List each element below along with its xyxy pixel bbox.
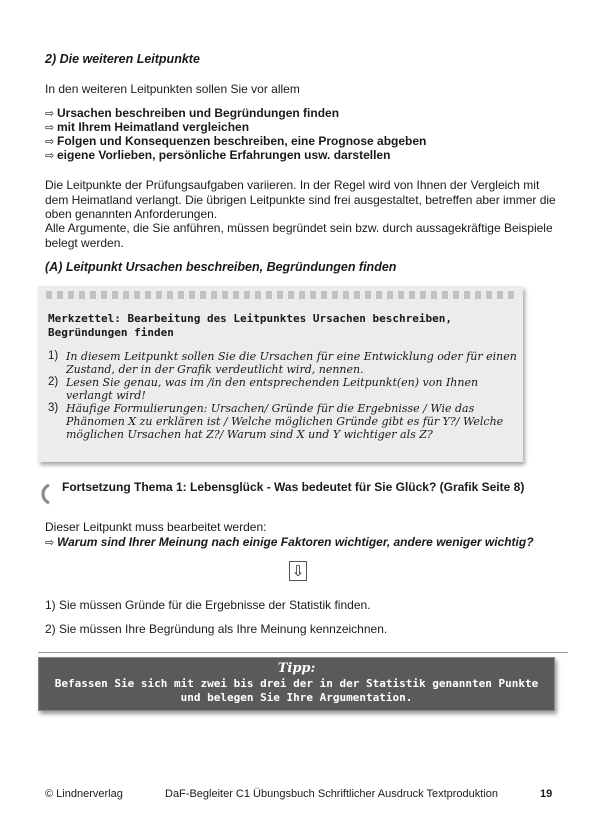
list-item: ⇨ mit Ihrem Heimatland vergleichen bbox=[45, 120, 250, 134]
tip-box bbox=[38, 657, 555, 711]
tip-label: Tipp: bbox=[277, 661, 316, 676]
step-item: 1) Sie müssen Gründe für die Ergebnisse der Statistik finden. bbox=[45, 598, 371, 612]
list-item: ⇨ Folgen und Konsequenzen beschreiben, eine Prognose abgeben bbox=[45, 134, 427, 148]
arrow-right-icon: ⇨ bbox=[45, 150, 55, 162]
paragraph: Die Leitpunkte der Prüfungsaufgaben variieren. In der Regel wird von Ihnen der Vergleich mit dem Heimatland verlangt. Die übrigen Leitpunkte sind frei ausgestaltet, betreffen aber immer die oben genannten Anforderungen. bbox=[45, 178, 556, 221]
arrow-down-icon: ⇩ bbox=[289, 561, 307, 581]
section-heading: 2) Die weiteren Leitpunkte bbox=[45, 52, 200, 66]
divider bbox=[38, 652, 568, 653]
note-title: Merkzettel: Bearbeitung des Leitpunktes Ursachen beschreiben, Begründungen finden bbox=[48, 312, 452, 339]
tip-text: Befassen Sie sich mit zwei bis drei der in der Statistik genannten Punkte und belegen Sie Ihre Argumentation. bbox=[54, 677, 539, 704]
paragraph: Alle Argumente, die Sie anführen, müssen begründet sein bzw. durch aussagekräftige Beispiele belegt werden. bbox=[45, 221, 553, 250]
footer-publisher: © Lindnerverlag bbox=[45, 788, 123, 800]
list-item: 2) Lesen Sie genau, was im /in den entsprechenden Leitpunkt(en) von Ihnen verlangt wird! bbox=[48, 376, 479, 402]
note-binding-decoration bbox=[46, 291, 515, 299]
arrow-right-icon: ⇨ bbox=[45, 136, 55, 148]
intro-text: In den weiteren Leitpunkten sollen Sie vor allem bbox=[45, 82, 300, 96]
list-item: ⇨ Ursachen beschreiben und Begründungen finden bbox=[45, 106, 340, 120]
page-number: 19 bbox=[540, 788, 553, 800]
task-intro: Dieser Leitpunkt muss bearbeitet werden: bbox=[45, 520, 267, 534]
list-item: 1) In diesem Leitpunkt sollen Sie die Ursachen für eine Entwicklung oder für einen Zustand, der in der Grafik verdeutlicht wird, nennen. bbox=[48, 350, 517, 376]
arrow-right-icon: ⇨ bbox=[45, 122, 55, 134]
subheading: (A) Leitpunkt Ursachen beschreiben, Begründungen finden bbox=[45, 260, 397, 274]
continuation-title: Fortsetzung Thema 1: Lebensglück - Was bedeutet für Sie Glück? (Grafik Seite 8) bbox=[62, 480, 525, 494]
task-question: ⇨ Warum sind Ihrer Meinung nach einige Faktoren wichtiger, andere weniger wichtig? bbox=[45, 535, 534, 549]
list-item: 3) Häufige Formulierungen: Ursachen/ Gründe für die Ergebnisse / Wie das Phänomen X zu erklären ist / Welche möglichen Gründe gibt es für Y?/ Welche möglichen Ursachen hat Z?/ Warum sind X und Y wichtiger als Z? bbox=[48, 402, 504, 441]
memo-note bbox=[38, 286, 523, 462]
footer-book-title: DaF-Begleiter C1 Übungsbuch Schriftlicher Ausdruck Textproduktion bbox=[165, 788, 499, 800]
arrow-right-icon: ⇨ bbox=[45, 537, 55, 549]
step-item: 2) Sie müssen Ihre Begründung als Ihre Meinung kennzeichnen. bbox=[45, 622, 388, 636]
continuation-icon bbox=[38, 483, 52, 505]
requirements-list bbox=[45, 106, 426, 162]
note-list bbox=[48, 350, 518, 441]
arrow-right-icon: ⇨ bbox=[45, 108, 55, 120]
list-item: ⇨ eigene Vorlieben, persönliche Erfahrungen usw. darstellen bbox=[45, 148, 391, 162]
